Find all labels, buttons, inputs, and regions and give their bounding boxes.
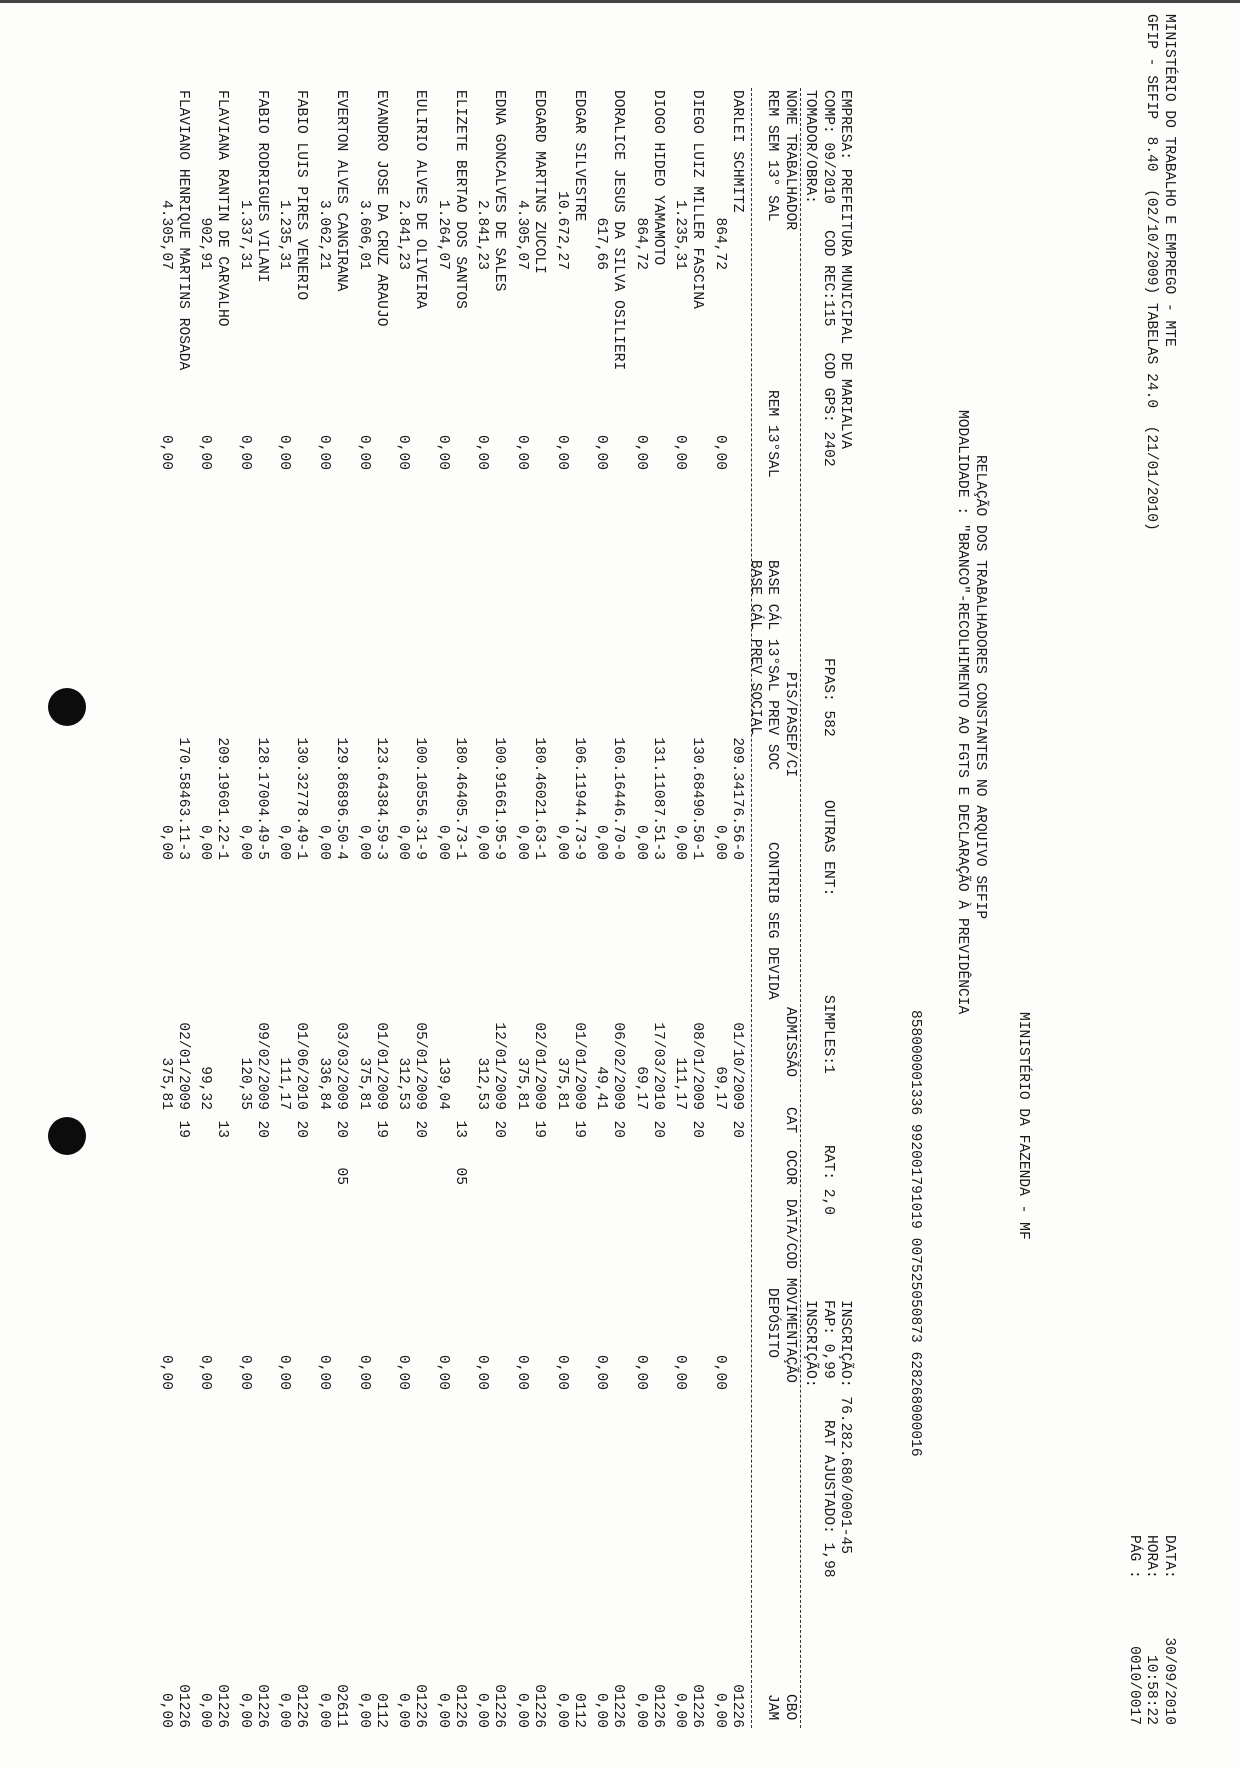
col-contrib: CONTRIB SEG DEVIDA [764,842,780,1000]
col-ocor: OCOR [782,1150,798,1186]
worker-name: EDGARD MARTINS ZUCOLI [531,90,547,274]
worker-contrib: 375,81 [554,1057,570,1110]
date-value: 30/09/2010 [1161,1637,1177,1725]
worker-contrib: 111,17 [276,1057,292,1110]
worker-admissao: 05/01/2009 [412,1022,428,1110]
worker-rem: 2.841,23 [474,199,490,270]
worker-name: EULIRIO ALVES DE OLIVEIRA [412,90,428,309]
worker-admissao: 01/10/2009 [729,1022,745,1110]
worker-deposito: 0,00 [197,1354,213,1390]
worker-rem: 902,91 [197,217,213,270]
control-number: 858000001336 992001791019 007525050873 628268000016 [907,1010,923,1457]
worker-admissao: 01/01/2009 [571,1022,587,1110]
worker-deposito: 0,00 [672,1354,688,1390]
date-label: DATA: [1161,1535,1177,1579]
worker-base13: 0,00 [316,824,332,860]
time-label: HORA: [1143,1535,1159,1579]
worker-deposito: 0,00 [316,1354,332,1390]
worker-deposito: 0,00 [435,1354,451,1390]
worker-contrib: 99,32 [197,1066,213,1110]
worker-contrib: 111,17 [672,1057,688,1110]
col-nome: NOME TRABALHADOR [782,90,798,231]
worker-pis: 170.58463.11-3 [175,737,191,860]
worker-contrib: 69,17 [712,1066,728,1110]
worker-rem13: 0,00 [316,434,332,470]
worker-base13: 0,00 [435,824,451,860]
worker-jam: 0,00 [712,1692,728,1728]
worker-rem13: 0,00 [356,434,372,470]
worker-pis: 130.68490.50-1 [689,737,705,860]
worker-rem: 4.305,07 [158,199,174,270]
worker-ocor: 05 [452,1167,468,1185]
worker-cat: 20 [333,1120,349,1138]
rat-ajustado: RAT AJUSTADO: 1,98 [820,1420,836,1578]
worker-name: FLAVIANA RANTIN DE CARVALHO [214,90,230,327]
page-label: PÁG : [1126,1535,1142,1579]
worker-rem: 3.606,01 [356,199,372,270]
worker-name: DORALICE JESUS DA SILVA OSILIERI [610,90,626,371]
worker-cbo: 01226 [610,1684,626,1728]
worker-contrib: 139,04 [435,1057,451,1110]
worker-cbo: 01226 [412,1684,428,1728]
worker-rem: 1.264,07 [435,199,451,270]
worker-cat: 13 [452,1120,468,1138]
worker-cbo: 01226 [175,1684,191,1728]
worker-cat: 20 [293,1120,309,1138]
ministry-labor: MINISTÉRIO DO TRABALHO E EMPREGO - MTE [1161,14,1177,347]
worker-base13: 0,00 [474,824,490,860]
worker-admissao: 01/01/2009 [373,1022,389,1110]
simples: SIMPLES:1 [820,995,836,1074]
worker-base13: 0,00 [356,824,372,860]
col-admissao: ADMISSÃO [782,1007,798,1078]
fpas: FPAS: 582 [820,658,836,737]
worker-contrib: 49,41 [593,1066,609,1110]
worker-cbo: 01226 [254,1684,270,1728]
worker-name: ELIZETE BERTAO DOS SANTOS [452,90,468,309]
worker-cat: 20 [650,1120,666,1138]
fap: FAP: 0,99 [820,1300,836,1379]
worker-contrib: 336,84 [316,1057,332,1110]
worker-rem13: 0,00 [633,434,649,470]
company-name: EMPRESA: PREFEITURA MUNICIPAL DE MARIALVA [837,90,853,450]
worker-name: DIOGO HIDEO YAMAMOTO [650,90,666,266]
worker-rem13: 0,00 [514,434,530,470]
worker-pis: 123.64384.59-3 [373,737,389,860]
worker-deposito: 0,00 [593,1354,609,1390]
worker-admissao: 02/01/2009 [531,1022,547,1110]
worker-jam: 0,00 [435,1692,451,1728]
worker-cat: 13 [214,1120,230,1138]
worker-pis: 106.11944.73-9 [571,737,587,860]
worker-jam: 0,00 [672,1692,688,1728]
worker-rem13: 0,00 [554,434,570,470]
worker-jam: 0,00 [237,1692,253,1728]
worker-rem13: 0,00 [474,434,490,470]
worker-jam: 0,00 [395,1692,411,1728]
worker-name: DARLEI SCHMITZ [729,90,745,213]
col-jam: JAM [764,1694,780,1721]
worker-cat: 19 [373,1120,389,1138]
worker-rem13: 0,00 [276,434,292,470]
time-value: 10:58:22 [1143,1654,1159,1725]
col-rem-sem-13: REM SEM 13° SAL [764,90,780,222]
worker-jam: 0,00 [276,1692,292,1728]
worker-rem: 1.337,31 [237,199,253,270]
col-deposito: DEPÓSITO [764,1288,780,1359]
worker-contrib: 120,35 [237,1057,253,1110]
divider [751,88,752,1728]
worker-admissao: 01/06/2010 [293,1022,309,1110]
worker-cbo: 01226 [491,1684,507,1728]
worker-pis: 180.46021.63-1 [531,737,547,860]
worker-cat: 20 [610,1120,626,1138]
worker-jam: 0,00 [158,1692,174,1728]
worker-pis: 128.17004.49-5 [254,737,270,860]
worker-rem13: 0,00 [237,434,253,470]
worker-cat: 20 [491,1120,507,1138]
tomador-inscricao: INSCRIÇÃO: [802,1300,818,1388]
col-rem-13: REM 13°SAL [764,390,780,478]
worker-cat: 20 [412,1120,428,1138]
worker-rem: 4.305,07 [514,199,530,270]
worker-contrib: 375,81 [356,1057,372,1110]
worker-pis: 100.91661.95-9 [491,737,507,860]
worker-base13: 0,00 [158,824,174,860]
worker-name: EVERTON ALVES CANGIRANA [333,90,349,292]
worker-pis: 209.34176.56-0 [729,737,745,860]
worker-deposito: 0,00 [712,1354,728,1390]
worker-base13: 0,00 [712,824,728,860]
worker-cbo: 01226 [293,1684,309,1728]
divider [800,88,801,1728]
col-base-prev: BASE CÁL PREV SOCIAL [747,560,763,736]
worker-cat: 19 [531,1120,547,1138]
report-title: RELAÇÃO DOS TRABALHADORES CONSTANTES NO ARQUIVO SEFIP [972,455,988,920]
worker-pis: 180.46405.73-1 [452,737,468,860]
worker-jam: 0,00 [633,1692,649,1728]
worker-pis: 209.19601.22-1 [214,737,230,860]
worker-cat: 20 [254,1120,270,1138]
worker-deposito: 0,00 [356,1354,372,1390]
worker-base13: 0,00 [395,824,411,860]
worker-contrib: 312,53 [395,1057,411,1110]
worker-rem13: 0,00 [593,434,609,470]
worker-cat: 19 [571,1120,587,1138]
worker-ocor: 05 [333,1167,349,1185]
worker-pis: 131.11087.51-3 [650,737,666,860]
worker-contrib: 69,17 [633,1066,649,1110]
worker-cbo: 01226 [689,1684,705,1728]
worker-name: DIEGO LUIZ MILLER FASCINA [689,90,705,309]
worker-base13: 0,00 [276,824,292,860]
worker-base13: 0,00 [633,824,649,860]
worker-rem: 2.841,23 [395,199,411,270]
worker-pis: 160.16446.70-0 [610,737,626,860]
worker-base13: 0,00 [237,824,253,860]
worker-admissao: 03/03/2009 [333,1022,349,1110]
worker-admissao: 09/02/2009 [254,1022,270,1110]
rat: RAT: 2,0 [820,1145,836,1216]
worker-rem: 3.062,21 [316,199,332,270]
outras-ent: OUTRAS ENT: [820,800,836,897]
worker-name: FABIO LUIS PIRES VENERIO [293,90,309,301]
worker-rem: 1.235,31 [672,199,688,270]
worker-deposito: 0,00 [237,1354,253,1390]
worker-jam: 0,00 [474,1692,490,1728]
worker-deposito: 0,00 [554,1354,570,1390]
system-line: GFIP - SEFIP 8.40 (02/10/2009) TABELAS 24.0 (21/01/2010) [1143,14,1159,531]
worker-cbo: 01226 [214,1684,230,1728]
worker-jam: 0,00 [316,1692,332,1728]
worker-cbo: 02611 [333,1684,349,1728]
competence-line: COMP: 09/2010 COD REC:115 COD GPS: 2402 [820,90,836,467]
worker-name: EDGAR SILVESTRE [571,90,587,222]
worker-admissao: 08/01/2009 [689,1022,705,1110]
worker-contrib: 375,81 [514,1057,530,1110]
worker-name: EVANDRO JOSE DA CRUZ ARAUJO [373,90,389,327]
worker-cbo: 01226 [531,1684,547,1728]
worker-base13: 0,00 [593,824,609,860]
worker-name: FLAVIANO HENRIQUE MARTINS ROSADA [175,90,191,371]
worker-jam: 0,00 [356,1692,372,1728]
worker-jam: 0,00 [197,1692,213,1728]
worker-pis: 130.32778.49-1 [293,737,309,860]
worker-rem: 10.672,27 [554,191,570,270]
col-cat: CAT [782,1107,798,1134]
worker-name: EDNA GONCALVES DE SALES [491,90,507,292]
ministry-finance: MINISTÉRIO DA FAZENDA - MF [1015,1012,1031,1240]
worker-cbo: 01226 [729,1684,745,1728]
worker-rem13: 0,00 [712,434,728,470]
worker-rem: 1.235,31 [276,199,292,270]
worker-base13: 0,00 [514,824,530,860]
worker-cbo: 0112 [373,1692,389,1728]
worker-deposito: 0,00 [276,1354,292,1390]
worker-contrib: 375,81 [158,1057,174,1110]
worker-base13: 0,00 [197,824,213,860]
worker-base13: 0,00 [554,824,570,860]
worker-base13: 0,00 [672,824,688,860]
worker-admissao: 02/01/2009 [175,1022,191,1110]
worker-rem: 864,72 [633,217,649,270]
worker-cat: 19 [175,1120,191,1138]
tomador-obra: TOMADOR/OBRA: [802,90,818,204]
worker-rem13: 0,00 [395,434,411,470]
worker-cat: 20 [729,1120,745,1138]
worker-cbo: 0112 [571,1692,587,1728]
worker-rem13: 0,00 [197,434,213,470]
col-base-13: BASE CÁL 13°SAL PREV SOC [764,560,780,771]
worker-pis: 129.86896.50-4 [333,737,349,860]
worker-jam: 0,00 [554,1692,570,1728]
worker-rem13: 0,00 [158,434,174,470]
worker-admissao: 06/02/2009 [610,1022,626,1110]
col-cbo: CBO [782,1694,798,1721]
worker-deposito: 0,00 [514,1354,530,1390]
worker-deposito: 0,00 [633,1354,649,1390]
worker-jam: 0,00 [593,1692,609,1728]
worker-deposito: 0,00 [158,1354,174,1390]
worker-pis: 100.10556.31-9 [412,737,428,860]
worker-jam: 0,00 [514,1692,530,1728]
worker-cbo: 01226 [452,1684,468,1728]
col-data-cod-mov: DATA/COD MOVIMENTAÇÃO [782,1199,798,1383]
col-pis: PIS/PASEP/CI [782,672,798,778]
worker-contrib: 312,53 [474,1057,490,1110]
worker-admissao: 12/01/2009 [491,1022,507,1110]
worker-cbo: 01226 [650,1684,666,1728]
worker-admissao: 17/03/2010 [650,1022,666,1110]
worker-cat: 20 [689,1120,705,1138]
worker-rem13: 0,00 [435,434,451,470]
worker-rem13: 0,00 [672,434,688,470]
worker-name: FABIO RODRIGUES VILANI [254,90,270,283]
worker-deposito: 0,00 [474,1354,490,1390]
worker-rem: 617,66 [593,217,609,270]
modality: MODALIDADE : "BRANCO"-RECOLHIMENTO AO FGTS E DECLARAÇÃO À PREVIDÊNCIA [954,410,970,1015]
worker-deposito: 0,00 [395,1354,411,1390]
worker-rem: 864,72 [712,217,728,270]
page-number: 0010/0017 [1126,1646,1142,1725]
company-inscricao: INSCRIÇÃO: 76.282.680/0001-45 [837,1300,853,1554]
